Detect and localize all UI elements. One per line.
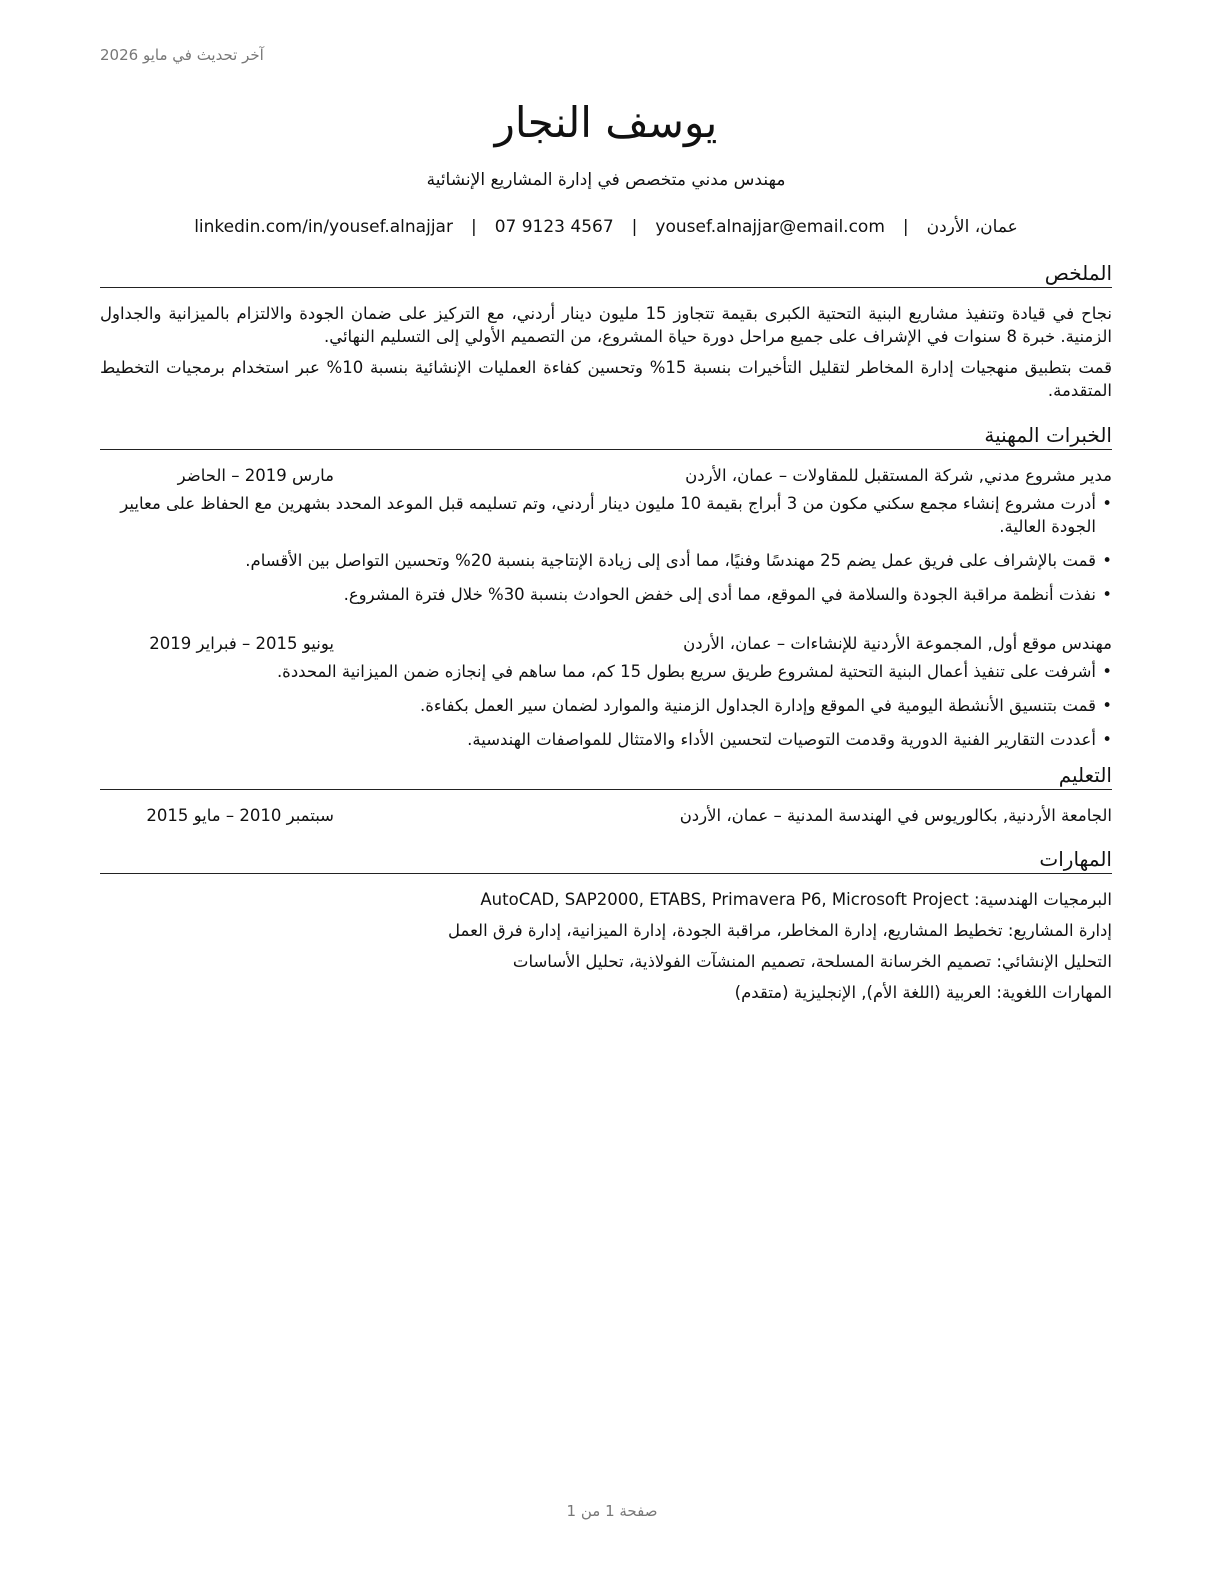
contact-linkedin[interactable]: linkedin.com/in/yousef.alnajjar (194, 217, 453, 237)
job-title: مدير مشروع مدني, شركة المستقبل للمقاولات – عمان، الأردن (685, 466, 1112, 485)
section-title: الملخص (100, 260, 1112, 288)
candidate-name: يوسف النجار (494, 98, 718, 147)
contact-line (100, 214, 1112, 240)
education-dates: سبتمبر 2010 – مايو 2015 (146, 806, 334, 825)
job-bullet: • أدرت مشروع إنشاء مجمع سكني مكون من 3 أبراج بقيمة 10 مليون دينار أردني، وتم تسليمه قبل الموعد المحدد بشهرين مع الحفاظ على معايير الجودة العالية. (100, 492, 1112, 538)
skill-label: إدارة المشاريع: (1007, 921, 1112, 940)
skill-line (100, 888, 1112, 912)
skill-value: العربية (اللغة الأم), الإنجليزية (متقدم) (734, 983, 992, 1002)
section-title: التعليم (100, 762, 1112, 790)
summary-section (100, 260, 1112, 402)
contact-separator: | (470, 217, 477, 237)
page-number: صفحة 1 من 1 (566, 1502, 658, 1520)
job-dates: يونيو 2015 – فبراير 2019 (149, 634, 334, 653)
skill-line (100, 981, 1112, 1005)
skill-label: البرمجيات الهندسية: (973, 890, 1112, 909)
skill-label: التحليل الإنشائي: (996, 952, 1112, 971)
resume-page (100, 88, 1112, 1005)
skill-line (100, 919, 1112, 943)
job-dates: مارس 2019 – الحاضر (177, 466, 334, 485)
job-bullets (100, 492, 1112, 606)
skill-value: تخطيط المشاريع، إدارة المخاطر، مراقبة الجودة، إدارة الميزانية، إدارة فرق العمل (448, 921, 1003, 940)
job-bullet: • قمت بتنسيق الأنشطة اليومية في الموقع وإدارة الجداول الزمنية والموارد لضمان سير العمل بكفاءة. (100, 694, 1112, 717)
job-bullet: • قمت بالإشراف على فريق عمل يضم 25 مهندسًا وفنيًا، مما أدى إلى زيادة الإنتاجية بنسبة 20% وتحسين التواصل بين الأقسام. (100, 549, 1112, 572)
skill-value: AutoCAD, SAP2000, ETABS, Primavera P6, Microsoft Project (480, 890, 969, 909)
education-entry (100, 804, 1112, 828)
job-bullet: • أعددت التقارير الفنية الدورية وقدمت التوصيات لتحسين الأداء والامتثال للمواصفات الهندسية. (100, 728, 1112, 751)
job-header (100, 632, 1112, 656)
summary-paragraph: نجاح في قيادة وتنفيذ مشاريع البنية التحتية الكبرى بقيمة تتجاوز 15 مليون دينار أردني، مع التركيز على ضمان الجودة والالتزام بالميزانية والجداول الزمنية. خبرة 8 سنوات في الإشراف على جميع مراحل دورة حياة المشروع، من التصميم الأولي إلى التسليم النهائي. (100, 304, 1113, 346)
section-title: المهارات (100, 846, 1112, 874)
contact-email[interactable]: yousef.alnajjar@email.com (655, 217, 885, 237)
job-header (100, 464, 1112, 488)
section-title: الخبرات المهنية (100, 422, 1112, 450)
last-updated-note: آخر تحديث في مايو 2026 (100, 46, 264, 64)
skill-line (100, 950, 1112, 974)
education-section (100, 762, 1112, 828)
education-title: الجامعة الأردنية, بكالوريوس في الهندسة المدنية – عمان، الأردن (679, 806, 1112, 825)
contact-separator: | (902, 217, 909, 237)
job-bullet: • نفذت أنظمة مراقبة الجودة والسلامة في الموقع، مما أدى إلى خفض الحوادث بنسبة 30% خلال فترة المشروع. (100, 583, 1112, 606)
candidate-headline: مهندس مدني متخصص في إدارة المشاريع الإنشائية (426, 170, 786, 190)
summary-paragraph: قمت بتطبيق منهجيات إدارة المخاطر لتقليل التأخيرات بنسبة 15% وتحسين كفاءة العمليات الإنشائية بنسبة 10% عبر استخدام برمجيات التخطيط المتقدمة. (100, 358, 1112, 400)
job-entry (100, 464, 1112, 606)
job-bullets (100, 660, 1112, 751)
skill-value: تصميم الخرسانة المسلحة، تصميم المنشآت الفولاذية، تحليل الأساسات (512, 952, 992, 971)
skill-label: المهارات اللغوية: (996, 983, 1112, 1002)
contact-phone: 07 9123 4567 (494, 217, 614, 237)
job-title: مهندس موقع أول, المجموعة الأردنية للإنشاءات – عمان، الأردن (683, 634, 1112, 653)
skills-section (100, 846, 1112, 1005)
job-bullet: • أشرفت على تنفيذ أعمال البنية التحتية لمشروع طريق سريع بطول 15 كم، مما ساهم في إنجازه ضمن الميزانية المحددة. (100, 660, 1112, 683)
contact-separator: | (631, 217, 638, 237)
job-entry (100, 632, 1112, 751)
contact-location: عمان، الأردن (926, 217, 1018, 237)
experience-section (100, 422, 1112, 751)
